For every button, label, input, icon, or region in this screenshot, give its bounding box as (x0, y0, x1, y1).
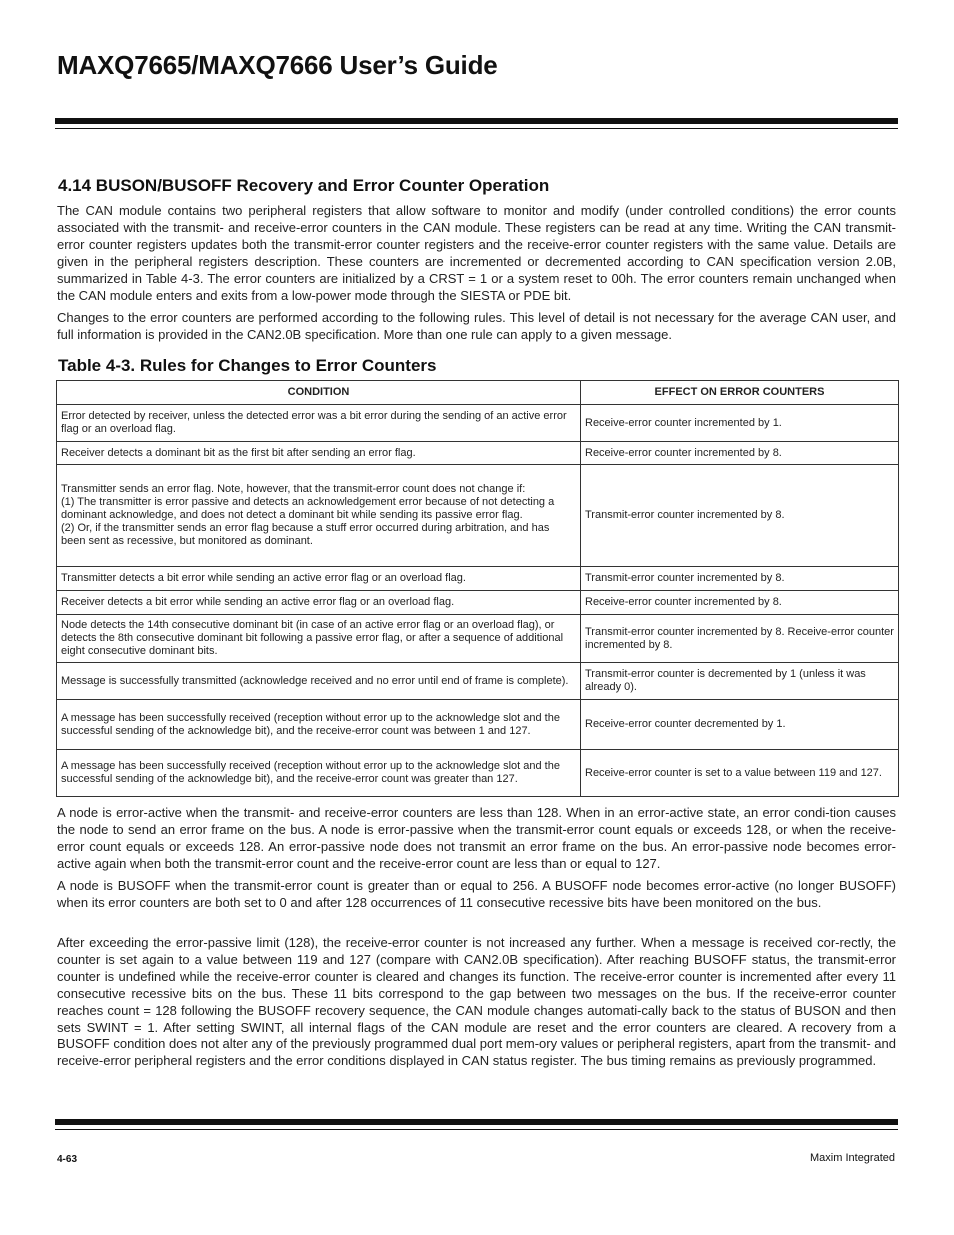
condition-cell: A message has been successfully received (reception without error up to the acknowledge slot and the successful sending of the acknowledge bit), and the receive-error count was between 1 and 127. (57, 700, 581, 750)
error-counter-rules-table (56, 380, 899, 797)
table-row (57, 663, 899, 700)
table-row (57, 700, 899, 750)
condition-cell: Transmitter sends an error flag. Note, however, that the transmit-error count does not change if: (1) The transmitter is error passive and detects an acknowledgement error because of not detecting a dominant acknowledge, and does not detect a dominant bit while sending its passive error flag. (2) Or, if the transmitter sends an error flag because a stuff error occurred during arbitration, and has been sent as recessive, but monitored as dominant. (57, 465, 581, 567)
condition-cell: Receiver detects a dominant bit as the first bit after sending an error flag. (57, 442, 581, 465)
effect-cell: Transmit-error counter incremented by 8. (581, 465, 899, 567)
table-header-row (57, 381, 899, 405)
effect-cell: Receive-error counter incremented by 8. (581, 591, 899, 615)
effect-cell: Transmit-error counter incremented by 8. (581, 567, 899, 591)
recovery-paragraph: After exceeding the error-passive limit (128), the receive-error counter is not increased any further. When a message is received cor-rectly, the counter is set again to a value between 119 and 127 (compare with CAN2.0B specification). After reaching BUSOFF status, the transmit-error counter is undefined while the receive-error counter is cleared and changes its function. The receive-error counter is incremented after every 11 consecutive recessive bits on the bus. These 11 bits correspond to the gap between two messages on the bus. If the receive-error counter reaches count = 128 following the BUSOFF recovery sequence, the CAN module changes automati-cally back to the status of BUSON and then sets SWINT = 1. After setting SWINT, all internal flags of the CAN module are reset and the error counters are cleared. A recovery from a BUSOFF condition does not alter any of the previously programmed dual port mem-ory values or peripheral registers, apart from the transmit- and receive-error peripheral registers and the error conditions displayed in CAN status register. The bus timing remains as previously programmed. (57, 935, 896, 1069)
table-row (57, 750, 899, 797)
effect-cell: Receive-error counter incremented by 1. (581, 405, 899, 442)
condition-cell: A message has been successfully received (reception without error up to the acknowledge slot and the successful sending of the acknowledge bit), and the receive-error count was greater than 127. (57, 750, 581, 797)
condition-cell: Transmitter detects a bit error while sending an active error flag or an overload flag. (57, 567, 581, 591)
section-paragraph-2: Changes to the error counters are performed according to the following rules. This level of detail is not necessary for the average CAN user, and full information is provided in the CAN2.0B specification. More than one rule can apply to a given message. (57, 310, 896, 342)
table-row (57, 615, 899, 663)
effect-cell: Receive-error counter incremented by 8. (581, 442, 899, 465)
table-title: Table 4-3. Rules for Changes to Error Counters (58, 356, 437, 375)
table-row (57, 465, 899, 567)
page-number: 4-63 (57, 1154, 78, 1165)
busoff-paragraph: A node is BUSOFF when the transmit-error count is greater than or equal to 256. A BUSOFF node becomes error-active (no longer BUSOFF) when its error counters are both set to 0 and after 128 occurrences of 11 consecutive recessive bits have been monitored on the bus. (57, 878, 896, 910)
company-name: Maxim Integrated (810, 1152, 895, 1164)
condition-cell: Receiver detects a bit error while sending an active error flag or an overload flag. (57, 591, 581, 615)
condition-cell: Node detects the 14th consecutive dominant bit (in case of an active error flag or an overload flag), or detects the 8th consecutive dominant bit following a passive error flag, or after a sequence of additional eight consecutive dominant bits. (57, 615, 581, 663)
document-title: MAXQ7665/MAXQ7666 User’s Guide (57, 50, 498, 80)
table-row (57, 567, 899, 591)
header-rule-thick (55, 118, 898, 124)
effect-cell: Transmit-error counter is decremented by 1 (unless it was already 0). (581, 663, 899, 700)
section-paragraph-1: The CAN module contains two peripheral registers that allow software to monitor and modify (under controlled conditions) the error counts associated with the transmit- and receive-error counters in the CAN module. These registers can be read at any time. Writing the CAN transmit-error counter registers updates both the transmit-error counter registers and the receive-error counter registers with the same value. Details are given in the peripheral registers description. These counters are incremented or decremented according to CAN specification version 2.0B, summarized in Table 4-3. The error counters are initialized by a CRST = 1 or a system reset to 00h. The error counters remain unchanged when the CAN module enters and exits from a low-power mode through the SIESTA or PDE bit. (57, 203, 896, 303)
table-row (57, 405, 899, 442)
error-state-paragraph: A node is error-active when the transmit- and receive-error counters are less than 128. When in an error-active state, an error condi-tion causes the node to send an error frame on the bus. A node is error-passive when the transmit-error count equals or exceeds 128, or when the receive-error count equals or exceeds 128. An error-passive node does not transmit an error frame on the bus. An error-passive node becomes error-active again when both the transmit-error count and the receive-error count are less than or equal to 127. (57, 805, 896, 871)
effect-cell: Receive-error counter decremented by 1. (581, 700, 899, 750)
section-heading: 4.14 BUSON/BUSOFF Recovery and Error Counter Operation (58, 176, 550, 195)
condition-cell: Error detected by receiver, unless the detected error was a bit error during the sending of an active error flag or an overload flag. (57, 405, 581, 442)
table-row (57, 442, 899, 465)
table-row (57, 591, 899, 615)
effect-cell: Transmit-error counter incremented by 8. Receive-error counter incremented by 8. (581, 615, 899, 663)
footer-rule-thick (55, 1119, 898, 1125)
header-rule-thin (55, 128, 898, 129)
column-header-condition: CONDITION (57, 381, 581, 405)
condition-cell: Message is successfully transmitted (acknowledge received and no error until end of frame is complete). (57, 663, 581, 700)
footer-rule-thin (55, 1129, 898, 1130)
column-header-effect: EFFECT ON ERROR COUNTERS (581, 381, 899, 405)
effect-cell: Receive-error counter is set to a value between 119 and 127. (581, 750, 899, 797)
